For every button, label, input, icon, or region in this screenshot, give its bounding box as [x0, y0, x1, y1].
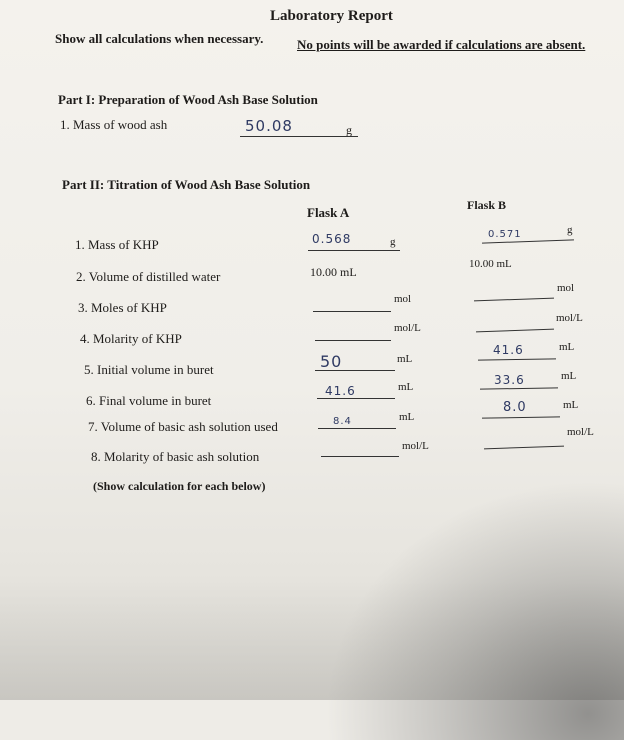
flask-b-moles-khp-line [474, 298, 554, 302]
calculation-note: (Show calculation for each below) [93, 479, 266, 493]
flask-a-header: Flask A [307, 205, 350, 220]
instruction-text: Show all calculations when necessary. [55, 31, 264, 46]
part2-heading: Part II: Titration of Wood Ash Base Solution [62, 177, 311, 192]
wood-ash-mass-unit: g [346, 123, 352, 137]
flask-b-final-volume-line [480, 387, 558, 389]
wood-ash-mass-value: 50.08 [245, 117, 293, 135]
flask-a-initial-volume-value: 50 [320, 352, 343, 371]
row-label-volume-water: 2. Volume of distilled water [76, 269, 221, 284]
wood-ash-mass-label: 1. Mass of wood ash [60, 117, 168, 132]
flask-a-molarity-base-unit: mol/L [402, 440, 429, 452]
flask-a-final-volume-value: 41.6 [325, 384, 356, 398]
flask-a-mass-khp-value: 0.568 [312, 232, 352, 246]
flask-a-molarity-base-line [321, 456, 399, 457]
report-title: Laboratory Report [270, 8, 393, 24]
row-label-volume-used: 7. Volume of basic ash solution used [88, 419, 278, 434]
flask-a-volume-used-unit: mL [399, 411, 415, 423]
row-label-moles-khp: 3. Moles of KHP [78, 300, 167, 315]
flask-a-volume-used-value: 8.4 [333, 416, 352, 427]
flask-b-molarity-khp-line [476, 329, 554, 333]
flask-a-moles-khp-unit: mol [394, 293, 412, 305]
warning-text: No points will be awarded if calculations are absent. [297, 37, 586, 52]
flask-b-water-volume: 10.00 mL [469, 258, 512, 270]
flask-b-volume-used-unit: mL [563, 399, 579, 411]
hand-shadow [324, 480, 624, 740]
row-label-initial-volume: 5. Initial volume in buret [84, 362, 214, 377]
flask-a-mass-khp-line [308, 250, 400, 251]
wood-ash-mass-line [240, 136, 358, 137]
flask-b-mass-khp-value: 0.571 [488, 229, 522, 240]
row-label-molarity-khp: 4. Molarity of KHP [80, 331, 182, 346]
flask-a-molarity-khp-unit: mol/L [394, 322, 421, 334]
flask-a-water-volume: 10.00 mL [310, 265, 357, 279]
flask-a-volume-used-line [318, 428, 396, 429]
flask-b-molarity-khp-unit: mol/L [556, 312, 583, 324]
flask-b-volume-used-value: 8.0 [503, 400, 527, 415]
flask-b-final-volume-unit: mL [561, 370, 577, 382]
flask-a-molarity-khp-line [315, 340, 391, 341]
flask-b-final-volume-value: 33.6 [494, 373, 525, 387]
flask-b-initial-volume-line [478, 358, 556, 360]
flask-b-volume-used-line [482, 416, 560, 418]
flask-b-molarity-base-line [484, 446, 564, 450]
flask-b-mass-khp-unit: g [567, 224, 573, 236]
flask-a-final-volume-unit: mL [398, 381, 414, 393]
flask-a-initial-volume-line [315, 370, 395, 371]
flask-a-mass-khp-unit: g [390, 236, 396, 248]
flask-b-header: Flask B [467, 198, 507, 212]
flask-a-final-volume-line [317, 398, 395, 399]
row-label-mass-khp: 1. Mass of KHP [75, 237, 159, 252]
flask-b-moles-khp-unit: mol [557, 282, 575, 294]
row-label-final-volume: 6. Final volume in buret [86, 393, 212, 408]
flask-b-initial-volume-value: 41.6 [493, 343, 524, 357]
flask-b-mass-khp-line [482, 239, 574, 243]
flask-b-initial-volume-unit: mL [559, 341, 575, 353]
part1-heading: Part I: Preparation of Wood Ash Base Solution [58, 92, 318, 107]
flask-a-moles-khp-line [313, 311, 391, 312]
row-label-molarity-base: 8. Molarity of basic ash solution [91, 449, 260, 464]
flask-a-initial-volume-unit: mL [397, 353, 413, 365]
flask-b-molarity-base-unit: mol/L [567, 426, 594, 438]
